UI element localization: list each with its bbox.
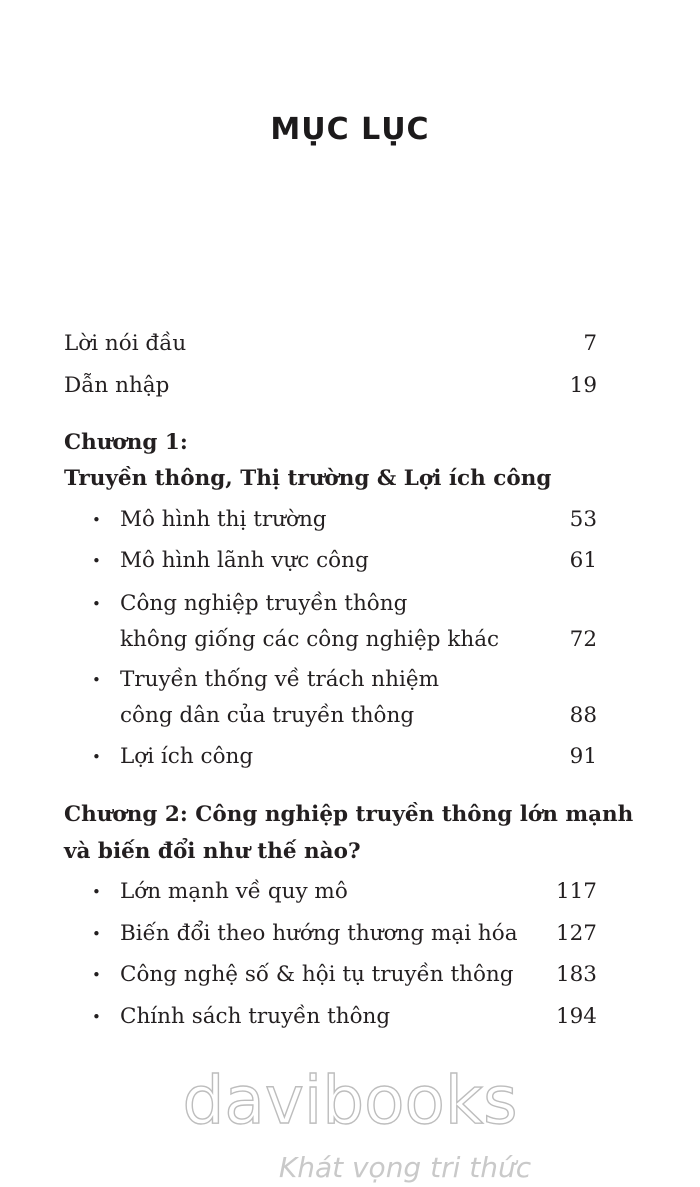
toc-page-number: 91 — [569, 744, 597, 769]
toc-item-label-continued: không giống các công nghiệp khác — [120, 627, 500, 652]
toc-page-number: 183 — [555, 962, 597, 987]
bullet-icon: • — [92, 966, 101, 984]
bullet-icon: • — [92, 552, 101, 570]
toc-page-number: 194 — [555, 1004, 597, 1029]
toc-page-number: 61 — [569, 548, 597, 573]
toc-entry-introduction — [64, 368, 597, 404]
toc-item-label-continued: công dân của truyền thông — [120, 703, 415, 728]
toc-item-label: Chính sách truyền thông — [120, 1004, 391, 1029]
bullet-icon: • — [92, 671, 101, 689]
toc-page-number: 19 — [569, 373, 597, 398]
page-title: MỤC LỤC — [270, 112, 430, 147]
chapter-2-heading-line-1: Chương 2: Công nghiệp truyền thông lớn mạnh — [64, 802, 634, 827]
bullet-icon: • — [92, 1008, 101, 1026]
toc-item-label: Truyền thống về trách nhiệm — [120, 667, 439, 692]
toc-item-label: Biến đổi theo hướng thương mại hóa — [120, 921, 518, 946]
toc-item-label: Mô hình lãnh vực công — [120, 548, 369, 573]
chapter-1-heading-line-2: Truyền thông, Thị trường & Lợi ích công — [64, 466, 552, 491]
watermark-tagline: Khát vọng tri thức — [278, 1151, 532, 1184]
toc-item-label: Lớn mạnh về quy mô — [120, 879, 348, 904]
davibooks-watermark — [150, 1055, 550, 1185]
toc-page-number: 72 — [569, 627, 597, 652]
watermark-brand: davibooks — [182, 1062, 518, 1139]
bullet-icon: • — [92, 748, 101, 766]
toc-item-label: Lợi ích công — [120, 744, 254, 769]
toc-page-number: 7 — [583, 331, 597, 356]
bullet-icon: • — [92, 925, 101, 943]
toc-page-number: 53 — [569, 507, 597, 532]
toc-entry-label: Dẫn nhập — [64, 373, 170, 398]
toc-entry-label: Lời nói đầu — [64, 331, 187, 356]
toc-entry-preface — [64, 326, 597, 362]
toc-item-label: Công nghiệp truyền thông — [120, 591, 408, 616]
bullet-icon: • — [92, 511, 101, 529]
toc-item-label: Công nghệ số & hội tụ truyền thông — [120, 962, 514, 987]
chapter-1-heading-line-1: Chương 1: — [64, 430, 188, 455]
toc-page-number: 88 — [569, 703, 597, 728]
chapter-2-heading-line-2: và biến đổi như thế nào? — [64, 839, 361, 864]
toc-page-number: 127 — [555, 921, 597, 946]
bullet-icon: • — [92, 595, 101, 613]
toc-page-number: 117 — [555, 879, 597, 904]
bullet-icon: • — [92, 883, 101, 901]
toc-item-label: Mô hình thị trường — [120, 507, 327, 532]
watermark-logo — [150, 1055, 550, 1185]
